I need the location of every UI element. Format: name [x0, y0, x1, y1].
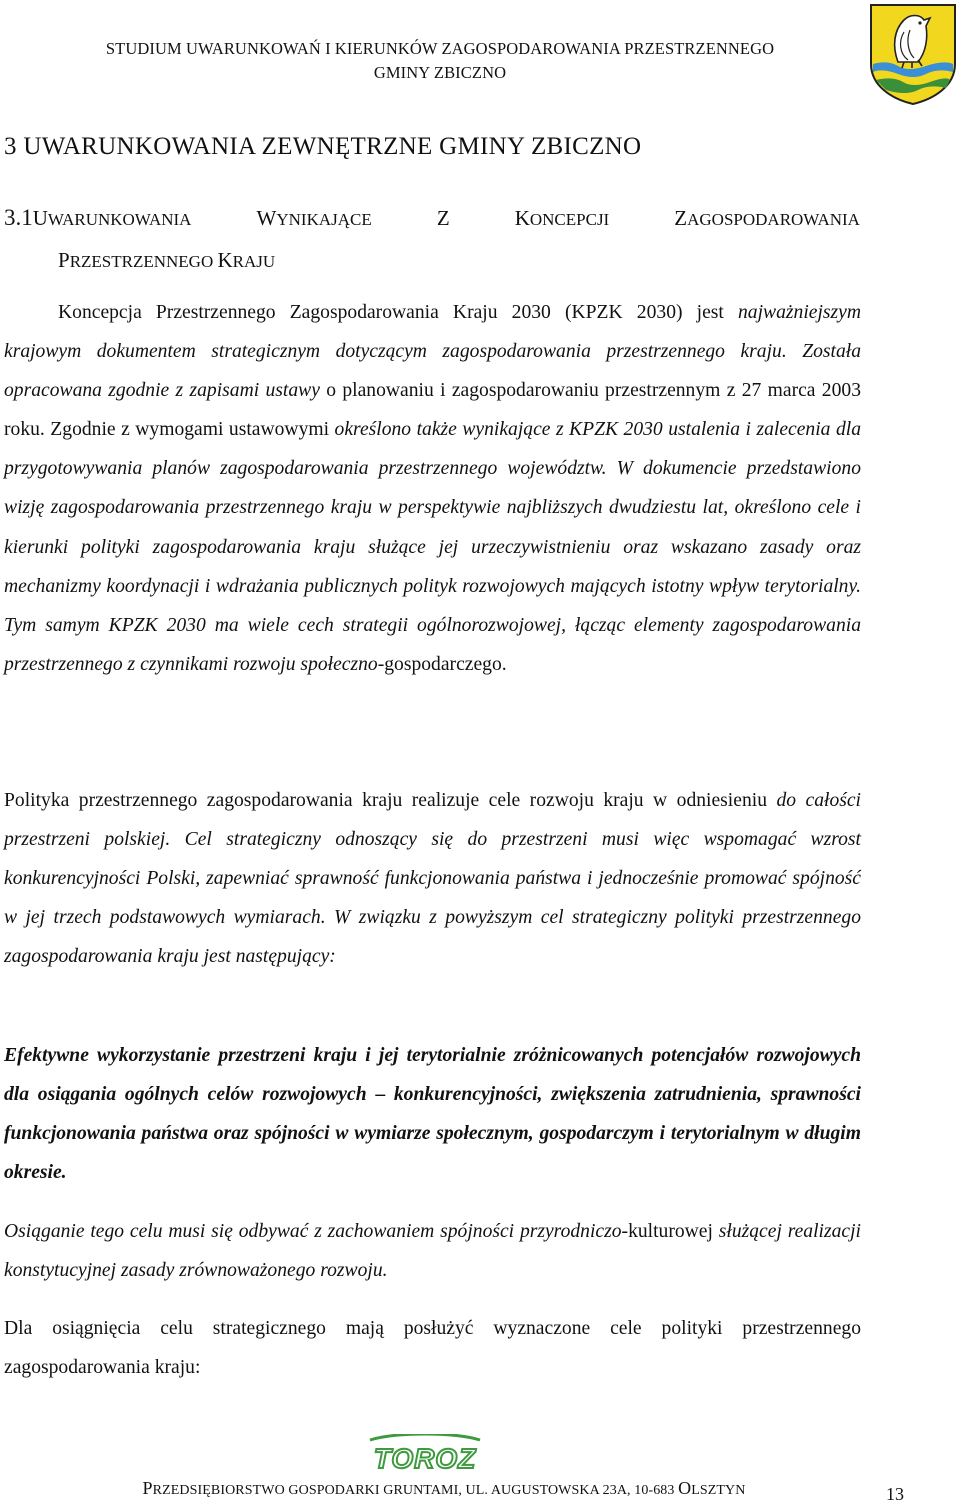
toroz-logo: [366, 1434, 484, 1474]
page-number: 13: [886, 1484, 904, 1502]
paragraph-policy-goals: Dla osiągnięcia celu strategicznego mają posłużyć wyznaczone cele polityki przestrzennego zagospodarowania kraju:: [4, 1318, 861, 1379]
paragraph-policy: Polityka przestrzennego zagospodarowania kraju realizuje cele rozwoju kraju w odniesieniu do całości przestrzeni polskiej. Cel strategiczny odnoszący się do przestrzeni musi więc wspomagać wzrost konkurencyjności Polski, zapewniać sprawność funkcjonowania państwa i jednocześnie promować spójność w jej trzech podstawowych wymiarach. W związku z powyższym cel strategiczny polityki przestrzennego zagospodarowania kraju jest następujący:: [4, 790, 862, 968]
paragraph-coherence: Osiąganie tego celu musi się odbywać z zachowaniem spójności przyrodniczo-kulturowej służącej realizacji konstytucyjnej zasady zrównoważonego rozwoju.: [4, 1221, 861, 1282]
section-title-word: ZAGOSPODAROWANIA: [674, 206, 860, 230]
section-title: [4, 198, 860, 282]
page-header: [0, 0, 960, 110]
section-title-word: KONCEPCJI: [514, 206, 610, 230]
section-title-word: Z: [436, 206, 450, 230]
section-title-line2: PRZESTRZENNEGO KRAJU: [58, 248, 276, 272]
header-title-line1: STUDIUM UWARUNKOWAŃ I KIERUNKÓW ZAGOSPODAROWANIA PRZESTRZENNEGO: [105, 39, 775, 58]
footer-company-address: PRZEDSIĘBIORSTWO GOSPODARKI GRUNTAMI, UL. AUGUSTOWSKA 23A, 10-683 OLSZTYN: [142, 1478, 746, 1498]
chapter-title: 3 UWARUNKOWANIA ZEWNĘTRZNE GMINY ZBICZNO: [4, 133, 642, 160]
page-footer: [0, 1430, 960, 1502]
section-title-word: WYNIKAJĄCE: [256, 206, 372, 230]
paragraph-strategic-goal: Efektywne wykorzystanie przestrzeni kraju i jej terytorialnie zróżnicowanych potencjałów rozwojowych dla osiągania ogólnych celów rozwojowych – konkurencyjności, zwiększenia zatrudnienia, sprawności funkcjonowania państwa oraz spójności w wymiarze społecznym, gospodarczym i terytorialnym w długim okresie.: [4, 1045, 861, 1184]
paragraph-kpzk-intro: Koncepcja Przestrzennego Zagospodarowania Kraju 2030 (KPZK 2030) jest najważniejszym krajowym dokumentem strategicznym dotyczącym zagospodarowania przestrzennego kraju. Została opracowana zgodnie z zapisami ustawy o planowaniu i zagospodarowaniu przestrzennym z 27 marca 2003 roku. Zgodnie z wymogami ustawowymi określono także wynikające z KPZK 2030 ustalenia i zalecenia dla przygotowywania planów zagospodarowania przestrzennego województw. W dokumencie przedstawiono wizję zagospodarowania przestrzennego kraju w perspektywie najbliższych dwudziestu lat, określono cele i kierunki polityki zagospodarowania kraju służące jej urzeczywistnieniu oraz wskazano zasady oraz mechanizmy koordynacji i wdrażania publicznych polityk rozwojowych mających istotny wpływ terytorialny. Tym samym KPZK 2030 ma wiele cech strategii ogólnorozwojowej, łącząc elementy zagospodarowania przestrzennego z czynnikami rozwoju społeczno-gospodarczego.: [4, 302, 861, 675]
header-title-line2: GMINY ZBICZNO: [373, 63, 507, 82]
toroz-logo-text: TOROZ: [373, 1443, 477, 1474]
section-title-word: 3.1UWARUNKOWANIA: [4, 205, 192, 230]
gmina-crest-eagle-icon: [868, 2, 958, 106]
